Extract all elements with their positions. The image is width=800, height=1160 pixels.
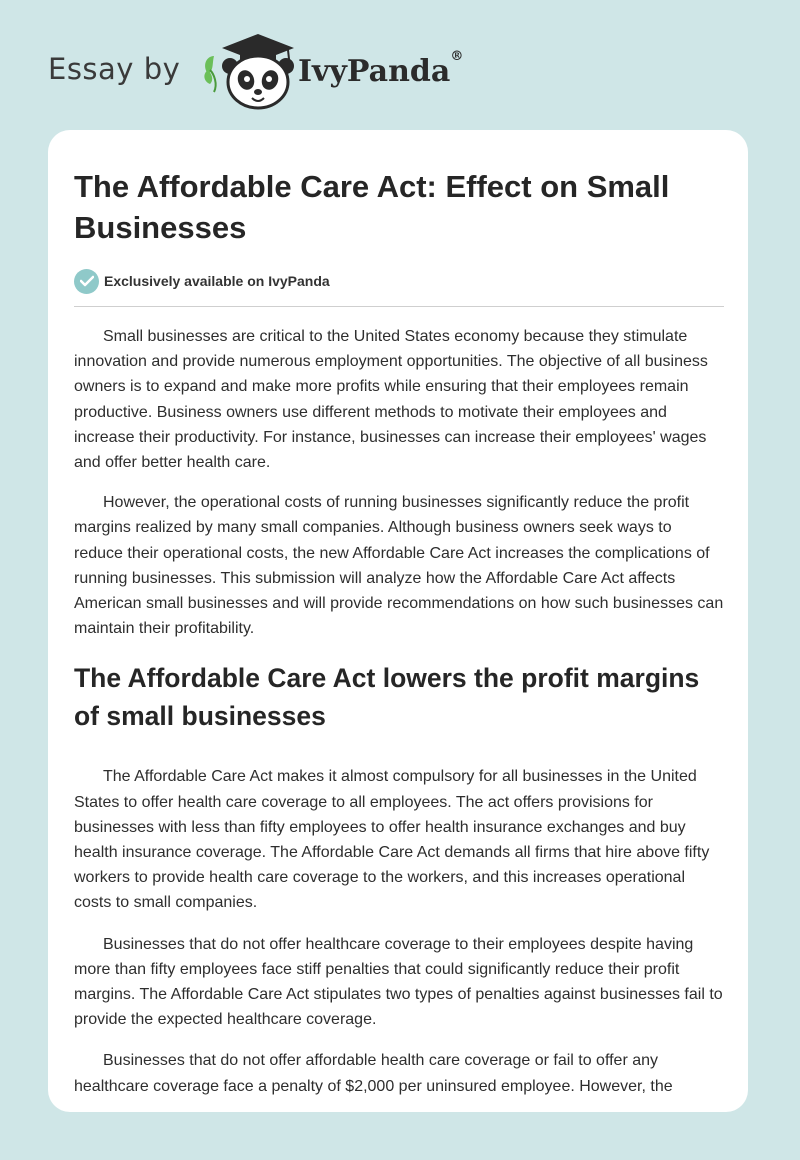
page-title: The Affordable Care Act: Effect on Small Businesses xyxy=(74,169,670,245)
exclusive-badge xyxy=(74,268,724,294)
badge-label: Exclusively available on IvyPanda xyxy=(104,273,330,289)
paragraph: However, the operational costs of running businesses significantly reduce the profit margins realized by many small companies. Although business owners seek ways to reduce their operational costs, the new Affordable Care Act increases the complications of running businesses. This submission will analyze how the Affordable Care Act affects American small businesses and will provide recommendations on how such businesses can maintain their profitability. xyxy=(74,494,724,638)
panda-graduate-icon[interactable] xyxy=(200,34,296,110)
paragraph: The Affordable Care Act makes it almost compulsory for all businesses in the United States to offer health care coverage to all employees. The act offers provisions for businesses with less than fifty employees to offer health insurance exchanges and buy health insurance coverage. The Affordable Care Act demands all firms that hire above fifty workers to provide health care coverage to the workers, and this increases operational costs to small companies. xyxy=(74,768,710,912)
site-header xyxy=(48,32,548,112)
essay-content xyxy=(74,166,724,1099)
essay-card xyxy=(48,130,748,1112)
paragraph: Businesses that do not offer affordable health care coverage or fail to offer any healthcare coverage face a penalty of $2,000 per uninsured employee. However, the xyxy=(74,1052,673,1095)
section-heading: The Affordable Care Act lowers the profit margins of small businesses xyxy=(74,663,700,732)
paragraph: Small businesses are critical to the United States economy because they stimulate innovation and provide numerous employment opportunities. The objective of all business owners is to expand and make more profits while ensuring that their employees remain productive. Business owners use different methods to motivate their employees and increase their productivity. For instance, businesses can increase their employees' wages and offer better health care. xyxy=(74,328,708,472)
trademark-symbol: ® xyxy=(450,49,464,64)
brand-name[interactable]: IvyPanda® xyxy=(298,49,464,89)
checkmark-icon xyxy=(74,269,99,294)
divider xyxy=(74,306,724,307)
paragraph: Businesses that do not offer healthcare coverage to their employees despite having more than fifty employees face stiff penalties that could significantly reduce their profit margins. The Affordable Care Act stipulates two types of penalties against businesses fail to provide the expected healthcare coverage. xyxy=(74,935,723,1029)
essay-by-label: Essay by xyxy=(48,52,181,86)
